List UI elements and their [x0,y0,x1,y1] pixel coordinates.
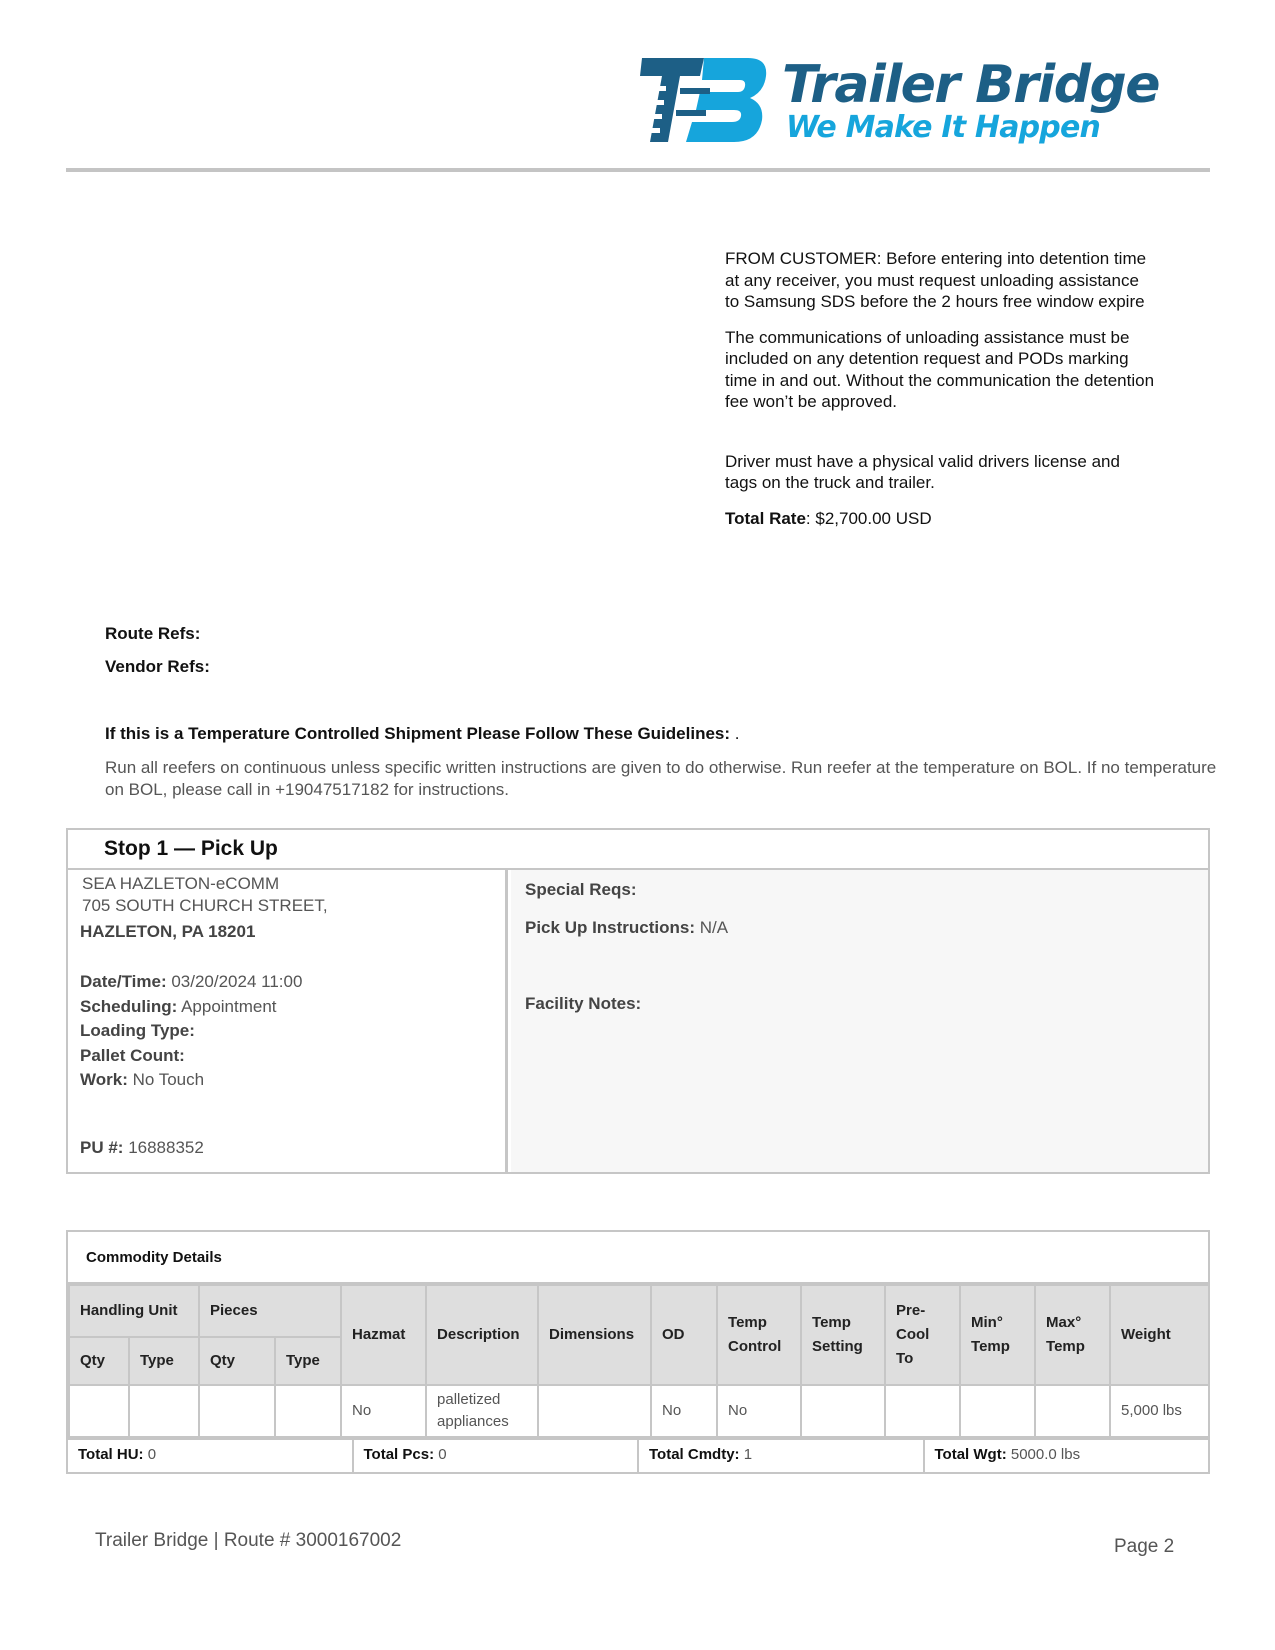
stop-city: HAZLETON, PA 18201 [80,922,256,941]
stop-pu-number [80,1138,204,1158]
cell-min-temp [960,1385,1035,1437]
total-wgt [925,1440,1209,1472]
cell-weight: 5,000 lbs [1110,1385,1209,1437]
vendor-refs-label: Vendor Refs: [105,657,210,676]
stop-address-panel [68,870,508,1172]
scheduling-value: Appointment [177,997,277,1016]
cell-dimensions [538,1385,651,1437]
temperature-guidelines-text: Run all reefers on continuous unless specific written instructions are given to do otherwise. Run reefer at the temperature on BOL. If no temperature on BOL, please call in +19047517182 for instructions. [105,758,1217,799]
total-rate [725,508,1155,530]
cell-hu-type [129,1385,199,1437]
pickup-instructions-label: Pick Up Instructions: [525,918,696,937]
brand-name: Trailer Bridge [782,55,1159,115]
stop-facility-name: SEA HAZLETON-eCOMM [82,874,280,893]
temp-setting-header: Temp Setting [801,1285,885,1385]
pieces-qty-header: Qty [199,1337,275,1385]
total-wgt-value: 5000.0 lbs [1006,1446,1081,1463]
temp-control-header: Temp Control [717,1285,801,1385]
datetime-label: Date/Time: [80,972,167,991]
brand-tagline: We Make It Happen [786,110,1101,145]
loading-type-label: Loading Type: [80,1021,195,1040]
pallet-count-label: Pallet Count: [80,1046,185,1065]
total-hu-label: Total HU: [78,1446,144,1463]
facility-notes-label: Facility Notes: [525,994,642,1013]
total-hu-value: 0 [143,1446,157,1463]
total-pcs-label: Total Pcs: [363,1446,435,1463]
cell-max-temp [1035,1385,1110,1437]
note-unloading: The communications of unloading assistance must be included on any detention request and PODs marking time in and out. Without the communication the detention fee won’t be approved. [725,327,1155,411]
table-row [69,1385,1209,1437]
min-temp-header: Min° Temp [960,1285,1035,1385]
work-label: Work: [80,1070,128,1089]
temperature-heading-text: If this is a Temperature Controlled Shipment Please Follow These Guidelines: [105,724,731,743]
customer-notes [725,248,1155,543]
trailer-bridge-logo-icon [640,58,770,144]
header-divider [66,168,1210,172]
page-number: Page 2 [1114,1536,1175,1557]
hazmat-header: Hazmat [341,1285,426,1385]
stop-work [80,1070,204,1090]
description-header: Description [426,1285,538,1385]
temperature-guidelines-heading [105,724,740,744]
stop-scheduling [80,997,277,1017]
weight-header: Weight [1110,1285,1209,1385]
pu-value: 16888352 [123,1138,204,1157]
cell-pieces-qty [199,1385,275,1437]
commodity-table [68,1284,1210,1438]
cell-pre-cool [885,1385,960,1437]
handling-unit-header: Handling Unit [69,1285,199,1337]
stop-1-box [66,828,1210,1174]
pieces-header: Pieces [199,1285,341,1337]
total-pcs-value: 0 [434,1446,447,1463]
total-hu [68,1440,354,1472]
total-pcs [354,1440,640,1472]
dimensions-header: Dimensions [538,1285,651,1385]
stop-title: Stop 1 — Pick Up [68,830,1208,870]
cell-hazmat: No [341,1385,426,1437]
cell-pieces-type [275,1385,341,1437]
cell-description: palletized appliances [426,1385,538,1437]
note-detention: FROM CUSTOMER: Before entering into detention time at any receiver, you must request unloading assistance to Samsung SDS before the 2 hours free window expire [725,249,1147,311]
temperature-heading-suffix: . [730,724,740,743]
hu-qty-header: Qty [69,1337,129,1385]
total-wgt-label: Total Wgt: [934,1446,1007,1463]
cell-od: No [651,1385,717,1437]
note-license: Driver must have a physical valid drivers license and tags on the truck and trailer. [725,451,1120,492]
stop-street: 705 SOUTH CHURCH STREET, [82,896,328,915]
special-reqs-label: Special Reqs: [525,880,637,899]
stop-requirements-panel [511,870,1208,1172]
pre-cool-header: Pre-Cool To [885,1285,960,1385]
max-temp-header: Max° Temp [1035,1285,1110,1385]
cell-temp-setting [801,1385,885,1437]
commodity-details [66,1230,1210,1474]
pu-label: PU #: [80,1138,124,1157]
cell-hu-qty [69,1385,129,1437]
pickup-instructions-value: N/A [695,918,729,937]
pickup-instructions [525,918,728,938]
footer-route: Trailer Bridge | Route # 3000167002 [95,1530,402,1551]
cell-temp-control: No [717,1385,801,1437]
hu-type-header: Type [129,1337,199,1385]
total-cmdty [639,1440,925,1472]
commodity-title: Commodity Details [68,1232,1208,1284]
pieces-type-header: Type [275,1337,341,1385]
datetime-value: 03/20/2024 11:00 [166,972,303,991]
company-logo [640,55,1200,146]
route-refs-label: Route Refs: [105,624,201,643]
scheduling-label: Scheduling: [80,997,178,1016]
work-value: No Touch [127,1070,205,1089]
total-rate-label: Total Rate [725,508,806,528]
total-cmdty-label: Total Cmdty: [649,1446,740,1463]
stop-datetime [80,972,302,992]
total-cmdty-value: 1 [739,1446,753,1463]
od-header: OD [651,1285,717,1385]
commodity-totals [68,1438,1208,1472]
total-rate-value: : $2,700.00 USD [805,508,932,528]
